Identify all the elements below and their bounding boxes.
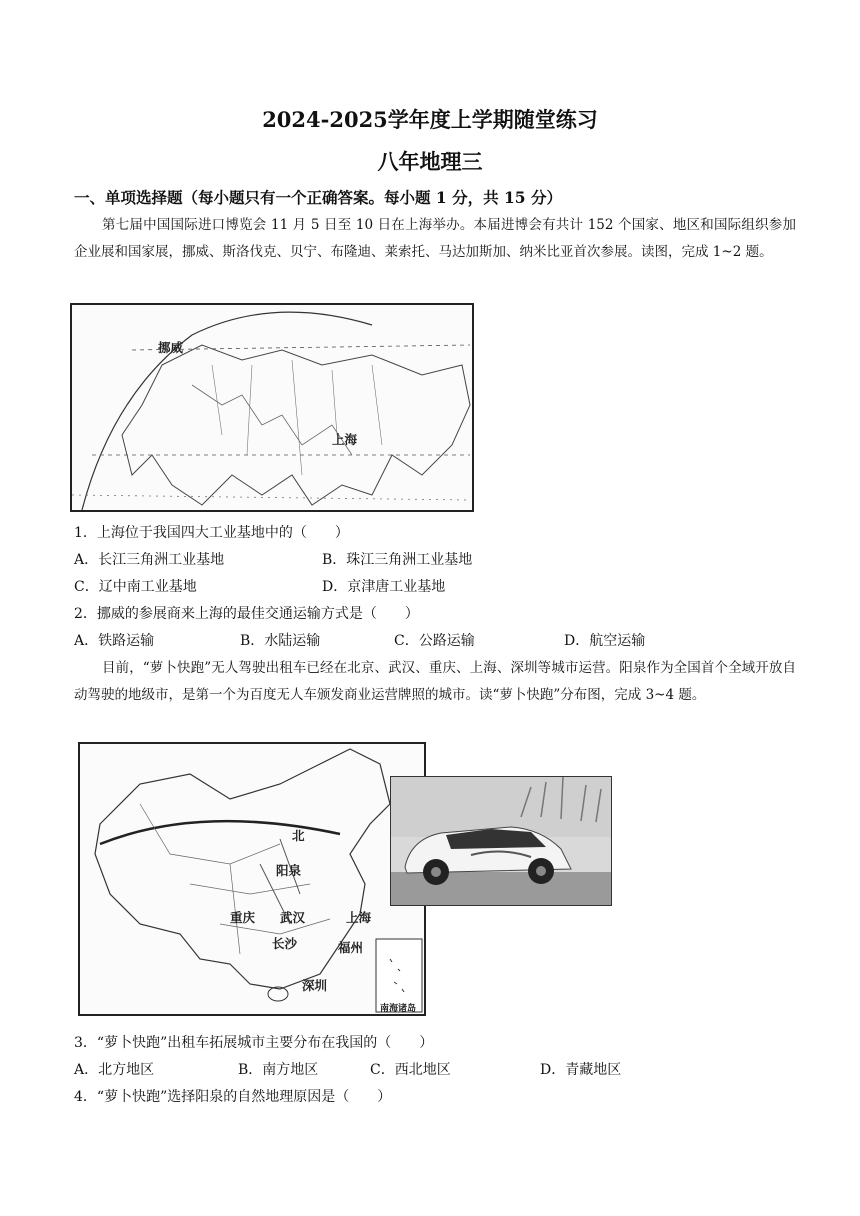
question-4-stem: 4．“萝卜快跑”选择阳泉的自然地理原因是（ ） — [74, 1089, 392, 1105]
question-2-option-c: C．公路运输 — [394, 633, 475, 649]
map-label-beijing: 北 — [292, 828, 305, 843]
eurasia-map — [70, 303, 474, 512]
question-3-option-c: C．西北地区 — [370, 1062, 451, 1078]
map-label-yangquan: 阳泉 — [276, 863, 302, 878]
page-subtitle: 八年地理三 — [377, 149, 483, 174]
map-label-south-sea: 南海诸岛 — [380, 1004, 417, 1014]
map-label-fuzhou: 福州 — [338, 940, 364, 955]
question-2-option-b: B．水陆运输 — [240, 633, 321, 649]
robotaxi-photo — [390, 776, 612, 906]
eurasia-map-drawing — [72, 305, 472, 510]
map-label-chongqing: 重庆 — [230, 910, 256, 925]
question-2-option-a: A．铁路运输 — [74, 633, 155, 649]
question-2-stem: 2．挪威的参展商来上海的最佳交通运输方式是（ ） — [74, 606, 419, 622]
china-map-drawing — [80, 744, 424, 1014]
map-label-norway: 挪威 — [158, 340, 184, 355]
map-label-shanghai-2: 上海 — [346, 910, 372, 925]
question-1-option-d: D．京津唐工业基地 — [322, 579, 446, 595]
intro-paragraph-2: 目前，“萝卜快跑”无人驾驶出租车已经在北京、武汉、重庆、上海、深圳等城市运营。阳泉作为全国首个全域开放自动驾驶的地级市，是第一个为百度无人车颁发商业运营牌照的城市。读“萝卜快跑”分布图，完成 3~4 题。 — [74, 660, 796, 703]
china-map — [78, 742, 426, 1016]
question-3-option-b: B．南方地区 — [238, 1062, 319, 1078]
map-label-shanghai: 上海 — [332, 432, 358, 447]
map-label-changsha: 长沙 — [272, 936, 298, 951]
question-3-option-d: D．青藏地区 — [540, 1062, 622, 1078]
intro-paragraph-1: 第七届中国国际进口博览会 11 月 5 日至 10 日在上海举办。本届进博会有共计 152 个国家、地区和国际组织参加企业展和国家展，挪威、斯洛伐克、贝宁、布隆迪、莱索托、马达加斯加、纳米比亚首次参展。读图，完成 1~2 题。 — [74, 217, 796, 260]
map-label-shenzhen: 深圳 — [302, 978, 328, 993]
page-title: 2024-2025学年度上学期随堂练习 — [262, 107, 598, 132]
question-1-option-a: A．长江三角洲工业基地 — [74, 552, 225, 568]
map-label-wuhan: 武汉 — [280, 910, 306, 925]
question-1-option-b: B．珠江三角洲工业基地 — [322, 552, 473, 568]
question-2-option-d: D．航空运输 — [564, 633, 646, 649]
section-heading: 一、单项选择题（每小题只有一个正确答案。每小题 1 分，共 15 分） — [74, 188, 562, 207]
robotaxi-photo-drawing — [391, 777, 611, 905]
question-1-option-c: C．辽中南工业基地 — [74, 579, 197, 595]
question-3-stem: 3．“萝卜快跑”出租车拓展城市主要分布在我国的（ ） — [74, 1035, 434, 1051]
question-1-stem: 1．上海位于我国四大工业基地中的（ ） — [74, 525, 349, 541]
question-3-option-a: A．北方地区 — [74, 1062, 155, 1078]
